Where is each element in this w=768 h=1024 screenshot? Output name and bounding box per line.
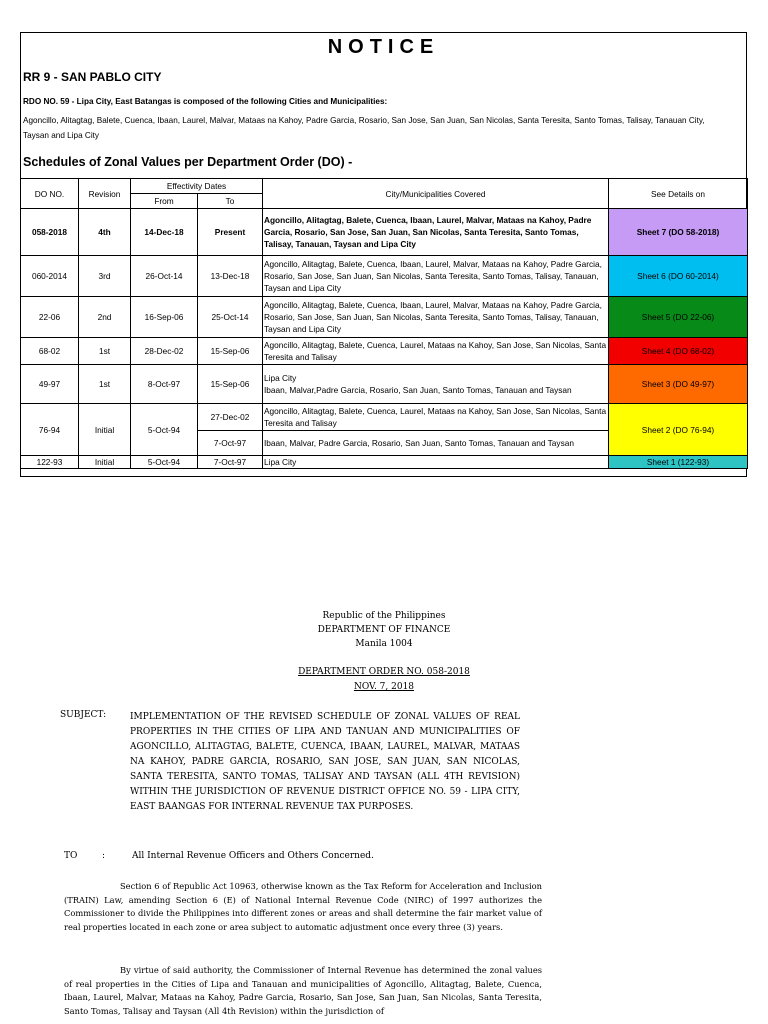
order-number: DEPARTMENT ORDER NO. 058-2018 (298, 667, 470, 677)
cell-from: 26-Oct-14 (131, 256, 198, 297)
header-do-no: DO NO. (21, 179, 79, 209)
cell-to: 15-Sep-06 (198, 365, 263, 404)
revenue-region: RR 9 - SAN PABLO CITY (23, 70, 162, 84)
cell-do: 22-06 (21, 297, 79, 338)
header-effectivity: Effectivity Dates (131, 179, 263, 194)
cell-to: 7-Oct-97 (198, 456, 263, 469)
subject-text: IMPLEMENTATION OF THE REVISED SCHEDULE OF ZONAL VALUES OF REAL PROPERTIES IN THE CITIES OF LIPA AND TANUAN AND MUNICIPALITIES OF AGONCILLO, ALITAGTAG, BALETE, CUENCA, IBAAN, LAUREL, MALVAR, MATAAS NA KAHOY, PADRE GARCIA, ROSARIO, SAN JOSE, SAN JUAN, SAN NICOLAS, SANTA TERESITA, SANTO TOMAS, TALISAY AND TAYSAN (ALL 4TH REVISION) WITHIN THE JURISDICTION OF REVENUE DISTRICT OFFICE NO. 59 - LIPA CITY, EAST BAANGAS FOR INTERNAL REVENUE TAX PURPOSES. (130, 712, 520, 812)
schedules-heading: Schedules of Zonal Values per Department Order (DO) - (23, 155, 353, 169)
table-row (21, 297, 748, 338)
republic-line: Republic of the Philippines (322, 611, 446, 621)
cell-to: 27-Dec-02 (198, 404, 263, 431)
cell-do: 49-97 (21, 365, 79, 404)
cell-covered: Agoncillo, Alitagtag, Balete, Cuenca, Laurel, Mataas na Kahoy, San Jose, San Nicolas, Santa Teresita and Talisay (263, 338, 609, 365)
header-revision: Revision (79, 179, 131, 209)
header-from: From (131, 194, 198, 209)
header-covered: City/Municipalities Covered (263, 179, 609, 209)
cell-do: 68-02 (21, 338, 79, 365)
cell-to: 25-Oct-14 (198, 297, 263, 338)
cities-list: Agoncillo, Alitagtag, Balete, Cuenca, Ibaan, Laurel, Malvar, Mataas na Kahoy, Padre Garcia, Rosario, San Jose, San Juan, San Nicolas, Santa Teresita, Santo Tomas, Talisay, Tanauan City, Taysan and Lipa City (23, 116, 705, 140)
subject-label: SUBJECT: (60, 710, 107, 720)
cell-covered: Agoncillo, Alitagtag, Balete, Cuenca, Ibaan, Laurel, Malvar, Mataas na Kahoy, Padre Garcia, Rosario, San Jose, San Juan, San Nicolas, Santa Teresita, Santo Tomas, Talisay, Tanauan, Taysan and Lipa City (263, 209, 609, 256)
cell-do: 060-2014 (21, 256, 79, 297)
cell-revision: 4th (79, 209, 131, 256)
cell-from: 5-Oct-94 (131, 456, 198, 469)
cell-to: 13-Dec-18 (198, 256, 263, 297)
table-row (21, 365, 748, 404)
sheet-link[interactable]: Sheet 7 (DO 58-2018) (609, 209, 748, 256)
rdo-heading: RDO NO. 59 - Lipa City, East Batangas is composed of the following Cities and Municipalities: (23, 97, 388, 106)
table-row (21, 338, 748, 365)
notice-panel (20, 32, 747, 477)
table-row (21, 404, 748, 431)
cell-revision: 2nd (79, 297, 131, 338)
cell-covered: Lipa City (263, 456, 609, 469)
department-line: DEPARTMENT OF FINANCE (317, 625, 451, 635)
cell-do: 058-2018 (21, 209, 79, 256)
cell-covered: Lipa City Ibaan, Malvar,Padre Garcia, Rosario, San Juan, Santo Tomas, Tanauan and Taysan (263, 365, 609, 404)
sheet-link[interactable]: Sheet 3 (DO 49-97) (609, 365, 748, 404)
cell-revision: 3rd (79, 256, 131, 297)
cell-covered: Agoncillo, Alitagtag, Balete, Cuenca, Laurel, Mataas na Kahoy, San Jose, San Nicolas, Santa Teresita and Talisay (263, 404, 609, 431)
sheet-link[interactable]: Sheet 1 (122-93) (609, 456, 748, 469)
cell-revision: Initial (79, 456, 131, 469)
cell-covered: Agoncillo, Alitagtag, Balete, Cuenca, Ibaan, Laurel, Malvar, Mataas na Kahoy, Padre Garcia, Rosario, San Jose, San Juan, San Nicolas, Santa Teresita, Santo Tomas, Talisay, Tanauan, Taysan and Lipa City (263, 297, 609, 338)
table-row (21, 256, 748, 297)
paragraph-1: Section 6 of Republic Act 10963, otherwise known as the Tax Reform for Acceleration and Inclusion (TRAIN) Law, amending Section 6 (E) of National Internal Revenue Code (NIRC) of 1997 authorizes the Commissioner to divide the Philippines into different zones or areas and shall determine the fair market value of real properties located in each zone or area subject to automatic adjustment once every three (3) years. (64, 881, 542, 932)
manila-line: Manila 1004 (355, 639, 413, 649)
header-details: See Details on (609, 179, 748, 209)
sheet-link[interactable]: Sheet 4 (DO 68-02) (609, 338, 748, 365)
cell-from: 16-Sep-06 (131, 297, 198, 338)
to-label: TO (64, 851, 78, 861)
cell-revision: 1st (79, 365, 131, 404)
cell-from: 28-Dec-02 (131, 338, 198, 365)
cell-revision: 1st (79, 338, 131, 365)
cell-revision: Initial (79, 404, 131, 456)
cell-to: 7-Oct-97 (198, 431, 263, 456)
cell-covered: Agoncillo, Alitagtag, Balete, Cuenca, Ibaan, Laurel, Malvar, Mataas na Kahoy, Padre Garcia, Rosario, San Jose, San Juan, San Nicolas, Santa Teresita, Santo Tomas, Talisay, Tanauan, Taysan and Lipa City (263, 256, 609, 297)
cell-from: 14-Dec-18 (131, 209, 198, 256)
sheet-link[interactable]: Sheet 5 (DO 22-06) (609, 297, 748, 338)
table-row (21, 456, 748, 469)
table-row (21, 209, 748, 256)
order-date: NOV. 7, 2018 (353, 682, 415, 692)
notice-title: NOTICE (327, 36, 440, 58)
to-text: All Internal Revenue Officers and Others Concerned. (132, 851, 374, 861)
cell-from: 8-Oct-97 (131, 365, 198, 404)
cell-to: Present (198, 209, 263, 256)
to-colon: : (102, 851, 106, 861)
cell-to: 15-Sep-06 (198, 338, 263, 365)
cell-from: 5-Oct-94 (131, 404, 198, 456)
zonal-schedule-table (20, 178, 748, 469)
sheet-link[interactable]: Sheet 6 (DO 60-2014) (609, 256, 748, 297)
header-to: To (198, 194, 263, 209)
paragraph-2: By virtue of said authority, the Commissioner of Internal Revenue has determined the zonal values of real properties in the Cities of Lipa and Tanauan and municipalities of Agoncillo, Alitagtag, Balete, Cuenca, Ibaan, Laurel, Malvar, Mataas na Kahoy, Padre Garcia, Rosario, San Jose, San Juan, San Nicolas, Santa Teresita, Santo Tomas, Talisay and Taysan (All 4th Revision) within the jurisdiction of (64, 965, 542, 1016)
cell-covered: Ibaan, Malvar, Padre Garcia, Rosario, San Juan, Santo Tomas, Tanauan and Taysan (263, 431, 609, 456)
cell-do: 122-93 (21, 456, 79, 469)
cell-do: 76-94 (21, 404, 79, 456)
sheet-link[interactable]: Sheet 2 (DO 76-94) (609, 404, 748, 456)
